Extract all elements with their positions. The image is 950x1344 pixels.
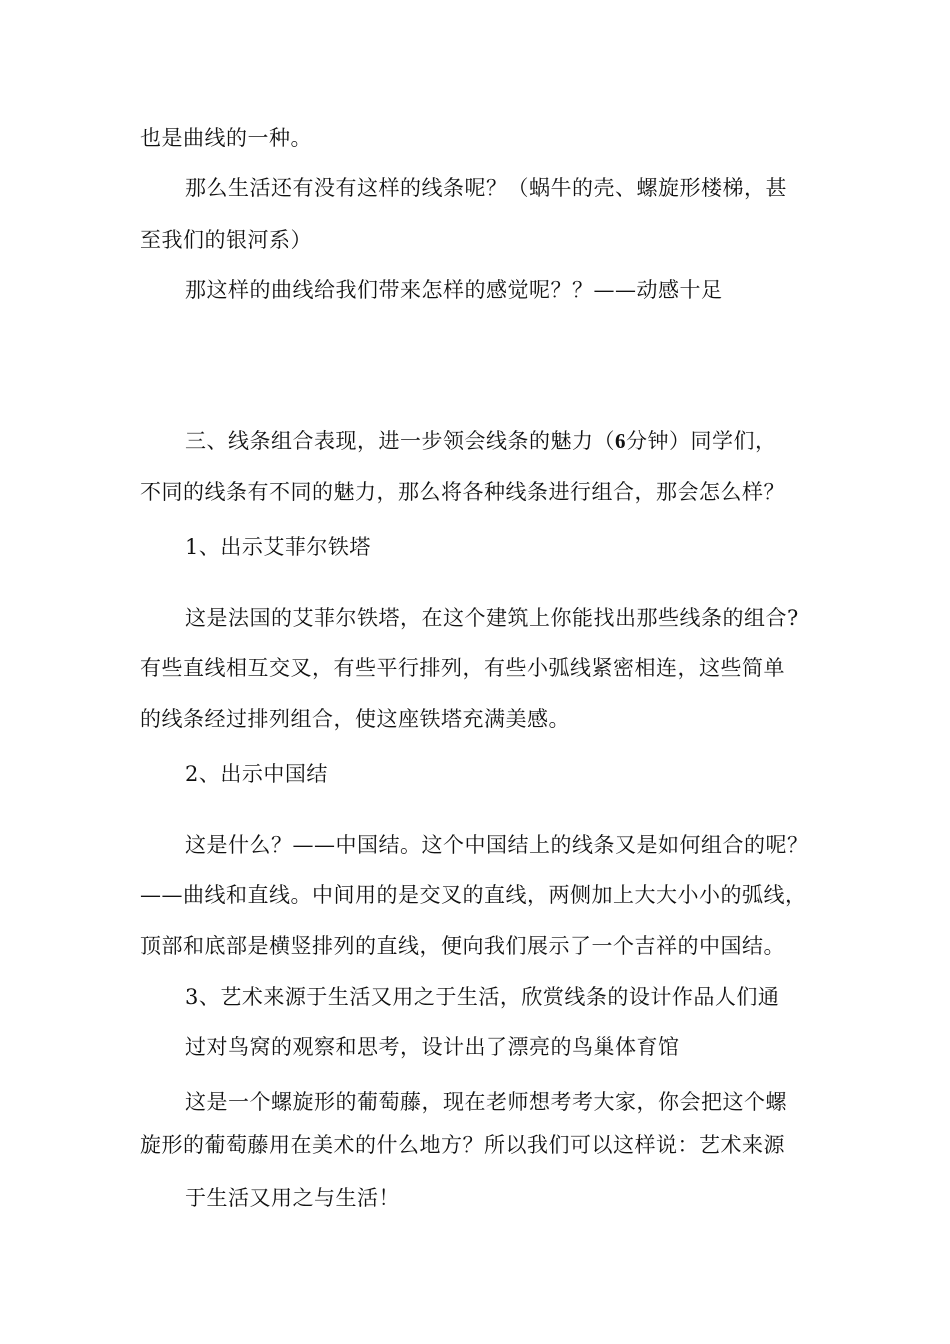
section-heading-line	[185, 426, 777, 456]
list-item-heading: 3、艺术来源于生活又用之于生活，欣赏线条的设计作品人们通	[185, 985, 780, 1009]
paragraph-line: 至我们的银河系）	[140, 228, 312, 252]
paragraph-line: 这是什么？——中国结。这个中国结上的线条又是如何组合的呢？	[185, 833, 809, 857]
paragraph-line: 的线条经过排列组合，使这座铁塔充满美感。	[140, 707, 570, 731]
paragraph-line: 于生活又用之与生活！	[185, 1186, 400, 1210]
paragraph-line: 有些直线相互交叉，有些平行排列，有些小弧线紧密相连，这些简单	[140, 656, 785, 680]
paragraph-line: ——曲线和直线。中间用的是交叉的直线，两侧加上大大小小的弧线，	[140, 883, 807, 907]
paragraph-line: 那这样的曲线给我们带来怎样的感觉呢？？——动感十足	[185, 278, 723, 302]
paragraph-line: 旋形的葡萄藤用在美术的什么地方？所以我们可以这样说：艺术来源	[140, 1133, 785, 1157]
paragraph-line: 顶部和底部是横竖排列的直线，便向我们展示了一个吉祥的中国结。	[140, 934, 785, 958]
paragraph-line: 那么生活还有没有这样的线条呢？（蜗牛的壳、螺旋形楼梯，甚	[185, 176, 787, 200]
list-item-heading: 1、出示艾菲尔铁塔	[185, 535, 371, 559]
paragraph-line: 不同的线条有不同的魅力，那么将各种线条进行组合，那会怎么样？	[140, 480, 785, 504]
paragraph-line: 这是一个螺旋形的葡萄藤，现在老师想考考大家，你会把这个螺	[185, 1090, 787, 1114]
section-heading-text: 三、线条组合表现，进一步领会线条的魅力（	[185, 429, 615, 453]
section-heading-suffix: 分钟）同学们，	[626, 429, 777, 453]
list-item-heading: 2、出示中国结	[185, 762, 328, 786]
paragraph-line: 这是法国的艾菲尔铁塔，在这个建筑上你能找出那些线条的组合?	[185, 606, 799, 630]
paragraph-line: 也是曲线的一种。	[140, 126, 312, 150]
paragraph-line: 过对鸟窝的观察和思考，设计出了漂亮的鸟巢体育馆	[185, 1035, 680, 1059]
section-minutes-number: 6	[615, 429, 626, 453]
